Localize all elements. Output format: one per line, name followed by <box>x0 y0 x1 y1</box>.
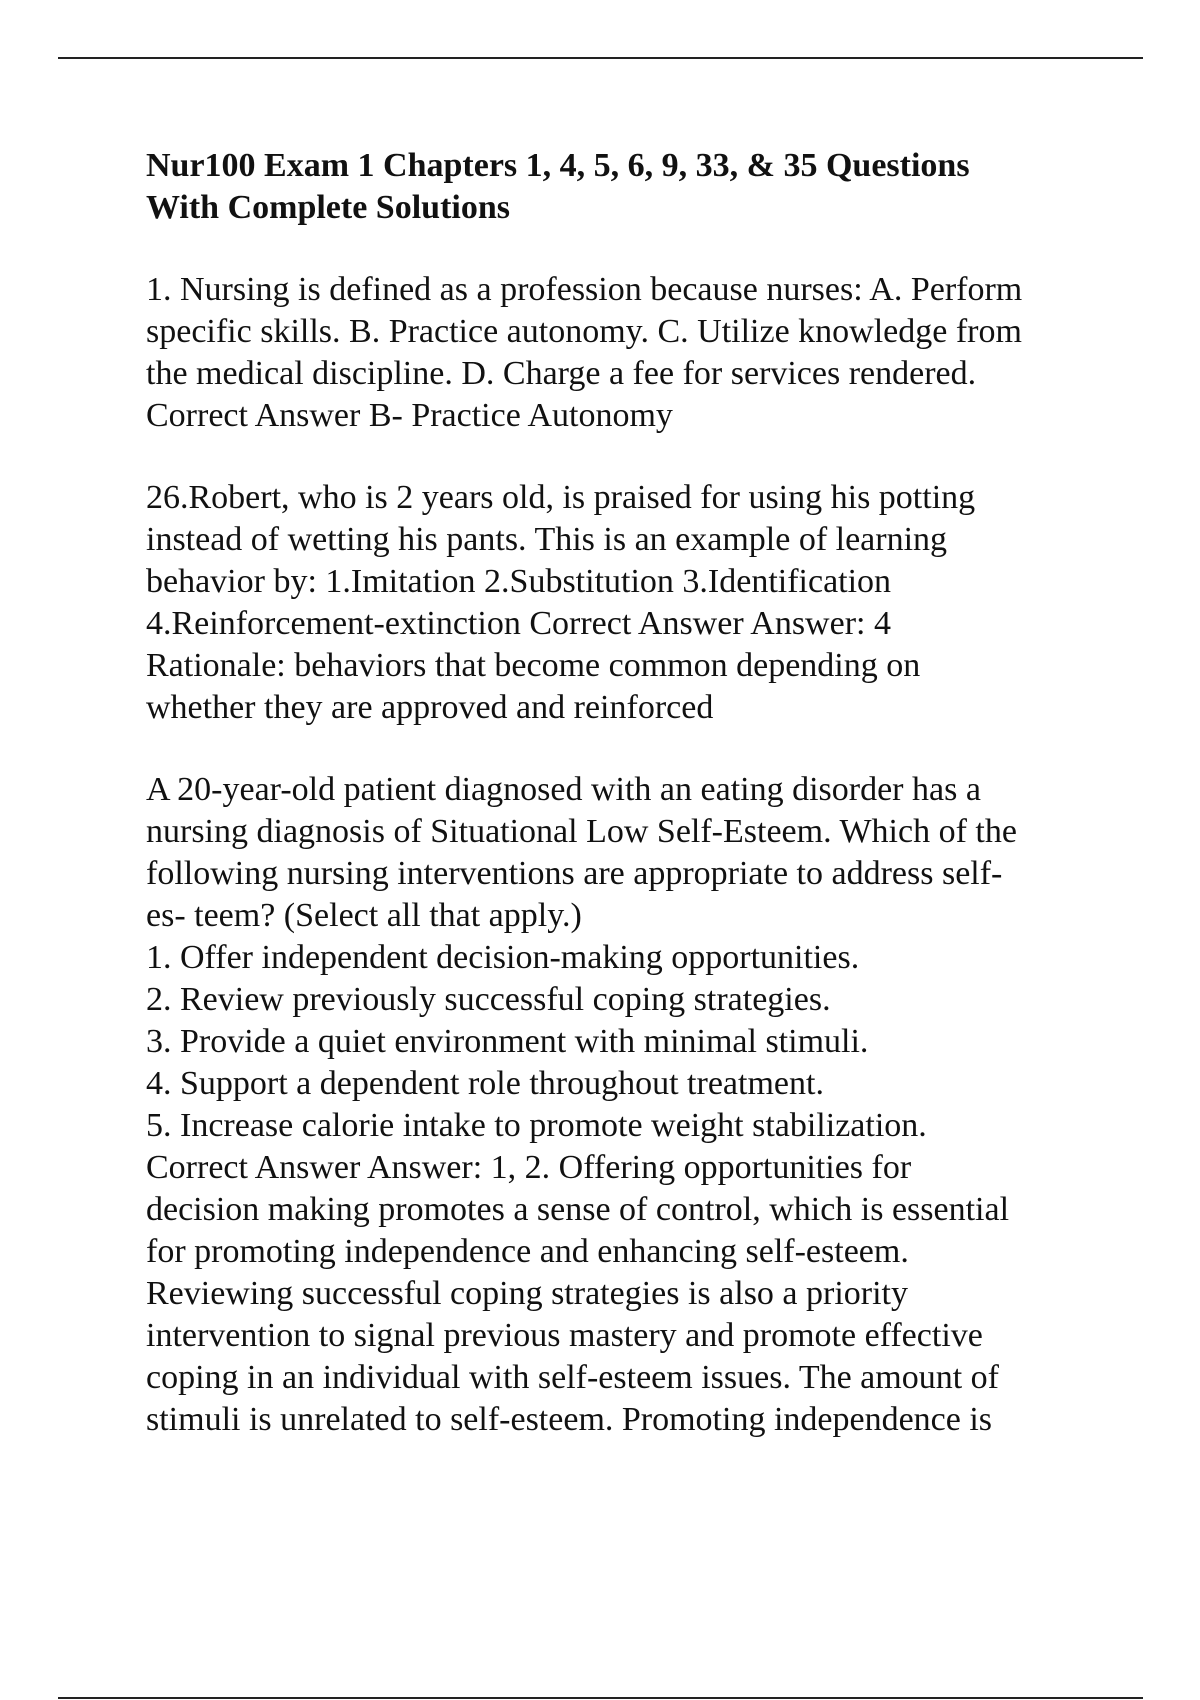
text-line: the medical discipline. D. Charge a fee for services rendered. <box>146 355 977 392</box>
text-line: Correct Answer B- Practice Autonomy <box>146 397 673 434</box>
option-line: 5. Increase calorie intake to promote weight stabilization. <box>146 1107 927 1144</box>
text-line: instead of wetting his pants. This is an example of learning <box>146 521 948 558</box>
text-line: 4.Reinforcement-extinction Correct Answer Answer: 4 <box>146 605 891 642</box>
title-line: With Complete Solutions <box>146 189 510 226</box>
option-line: 1. Offer independent decision-making opportunities. <box>146 939 860 976</box>
document-body <box>146 145 1096 1441</box>
text-line: decision making promotes a sense of control, which is essential <box>146 1191 1010 1228</box>
option-line: 2. Review previously successful coping strategies. <box>146 981 831 1018</box>
option-line: 3. Provide a quiet environment with minimal stimuli. <box>146 1023 869 1060</box>
title-line: Nur100 Exam 1 Chapters 1, 4, 5, 6, 9, 33, & 35 Questions <box>146 147 970 184</box>
question-1 <box>146 269 1096 437</box>
option-line: 4. Support a dependent role throughout treatment. <box>146 1065 824 1102</box>
text-line: behavior by: 1.Imitation 2.Substitution 3.Identification <box>146 563 892 600</box>
text-line: Rationale: behaviors that become common depending on <box>146 647 921 684</box>
question-self-esteem <box>146 769 1096 1441</box>
text-line: Reviewing successful coping strategies is also a priority <box>146 1275 908 1312</box>
text-line: coping in an individual with self-esteem issues. The amount of <box>146 1359 999 1396</box>
text-line: 1. Nursing is defined as a profession because nurses: A. Perform <box>146 271 1023 308</box>
text-line: 26.Robert, who is 2 years old, is praised for using his potting <box>146 479 976 516</box>
top-rule <box>58 57 1143 59</box>
bottom-rule <box>58 1697 1143 1699</box>
text-line: following nursing interventions are appropriate to address self- <box>146 855 1003 892</box>
text-line: specific skills. B. Practice autonomy. C. Utilize knowledge from <box>146 313 1022 350</box>
text-line: whether they are approved and reinforced <box>146 689 714 726</box>
document-title <box>146 145 1096 229</box>
text-line: Correct Answer Answer: 1, 2. Offering opportunities for <box>146 1149 912 1186</box>
text-line: es- teem? (Select all that apply.) <box>146 897 582 934</box>
question-26 <box>146 477 1096 729</box>
text-line: A 20-year-old patient diagnosed with an eating disorder has a <box>146 771 981 808</box>
text-line: nursing diagnosis of Situational Low Self-Esteem. Which of the <box>146 813 1017 850</box>
text-line: stimuli is unrelated to self-esteem. Promoting independence is <box>146 1401 993 1438</box>
text-line: for promoting independence and enhancing self-esteem. <box>146 1233 909 1270</box>
text-line: intervention to signal previous mastery and promote effective <box>146 1317 983 1354</box>
